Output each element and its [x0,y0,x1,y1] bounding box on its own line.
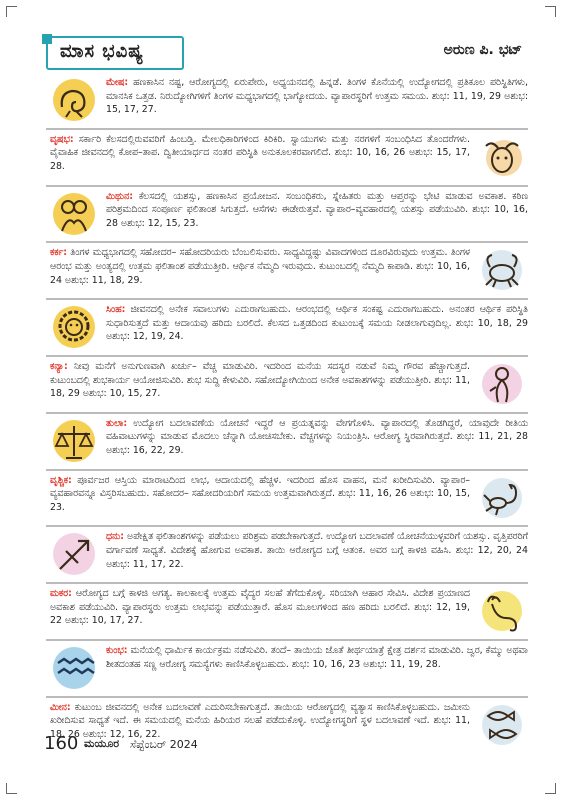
gemini-twins-icon [50,191,98,237]
magazine-name: ಮಯೂರ [84,737,120,750]
prediction-text: ಪೂರ್ವಜರ ಆಸ್ತಿಯ ಮಾರಾಟದಿಂದ ಲಾಭ, ಆದಾಯದಲ್ಲಿ ಹೆಚ್ಚಳ. ಇದರಿಂದ ಹೊಸ ವಾಹನ, ಮನೆ ಖರೀದಿಸುವಿರಿ. ವ್ಯಾಪಾರ–ವ್ಯವಹಾರವನ್ನೂ ವಿಸ್ತರಿಸಬಹುದು. ಸಹೋದರ– ಸಹೋದರಿಯರಿಗೆ ಸಮಯ ಉತ್ತಮವಾಗಿರುತ್ತದೆ. ಶುಭ: 11, 16, 26 ಅಶುಭ: 10, 15, 23. [50,474,470,513]
sign-name: ಕನ್ಯಾ: [50,360,68,372]
section-title: ಮಾಸ ಭವಿಷ್ಯ [60,41,144,62]
horoscope-entry-capricorn [46,584,528,641]
sign-name: ಧನು: [106,531,124,543]
sign-name: ಕರ್ಕ: [50,247,68,259]
prediction-text: ಮನೆಯಲ್ಲಿ ಧಾರ್ಮಿಕ ಕಾರ್ಯಕ್ರಮ ನಡೆಸುವಿರಿ. ತಂದೆ– ತಾಯಿಯ ಜೊತೆ ತೀರ್ಥಯಾತ್ರೆ ಕ್ಷೇತ್ರ ದರ್ಶನ ಮಾಡುವಿರಿ. ಜ್ವರ, ಕೆಮ್ಮು ಅಥವಾ ಶೀತದಂತಹ ಸಣ್ಣ ಆರೋಗ್ಯ ಸಮಸ್ಯೆಗಳು ಕಾಣಿಸಿಕೊಳ್ಳಬಹುದು. ಶುಭ: 10, 16, 23 ಅಶುಭ: 11, 19, 28. [106,644,528,670]
crop-mark-top-left [6,6,17,17]
horoscope-text [50,474,470,515]
scorpio-scorpion-icon [478,475,526,521]
cancer-crab-icon [478,247,526,293]
horoscope-list [46,73,528,755]
horoscope-text [106,303,528,344]
prediction-text: ಅಪೇಕ್ಷಿತ ಫಲಿತಾಂಶಗಳನ್ನು ಪಡೆಯಲು ಪರಿಶ್ರಮ ಪಡಬೇಕಾಗುತ್ತದೆ. ಉದ್ಯೋಗ ಬದಲಾವಣೆ ಯೋಚನೆಯುಳ್ಳವರಿಗೆ ಯಶಸ್ಸು. ವೃತ್ತಿಪರರಿಗೆ ವರ್ಗಾವಣೆ ಸಾಧ್ಯತೆ. ವಿದೇಶಕ್ಕೆ ಹೋಗುವ ಅವಕಾಶ. ತಾಯಿ ಆರೋಗ್ಯದ ಬಗ್ಗೆ ಆತಂಕ. ಅವರ ಬಗ್ಗೆ ಕಾಳಜಿ ವಹಿಸಿ. ಶುಭ: 12, 20, 24 ಅಶುಭ: 11, 17, 22. [106,531,528,570]
aries-ram-icon [50,77,98,123]
horoscope-entry-gemini [46,187,528,244]
horoscope-text [50,701,470,742]
horoscope-text [106,76,528,117]
horoscope-text [106,644,528,671]
prediction-text: ಕುಟುಂಬ ಜೀವನದಲ್ಲಿ ಅನೇಕ ಬದಲಾವಣೆ ಎದುರಿಸಬೇಕಾಗುತ್ತದೆ. ತಾಯಿಯ ಆರೋಗ್ಯದಲ್ಲಿ ವ್ಯತ್ಯಾಸ ಕಾಣಿಸಿಕೊಳ್ಳಬಹುದು. ಜಮೀನು ಖರೀದಿಸುವ ಸಾಧ್ಯತೆ ಇದೆ. ಈ ಸಮಯದಲ್ಲಿ ಮನೆಯ ಹಿರಿಯರ ಸಲಹೆ ಪಡೆದುಕೊಳ್ಳಿ. ಉದ್ಯೋಗಸ್ಥರಿಗೆ ಸ್ಥಳ ಬದಲಾವಣೆ ಇದೆ. ಶುಭ: 11, 18, 26 ಅಶುಭ: 12, 16, 22. [50,701,470,740]
horoscope-entry-virgo [46,357,528,414]
horoscope-entry-aquarius [46,641,528,698]
capricorn-goat-icon [478,588,526,634]
horoscope-text [50,246,470,287]
libra-scales-icon [50,418,98,464]
horoscope-text [50,587,470,628]
horoscope-entry-aries [46,73,528,130]
prediction-text: ಕೆಲಸದಲ್ಲಿ ಯಶಸ್ಸು, ಹಣಕಾಸಿನ ಪ್ರಯೋಜನ. ಸಂಬಂಧಿಕರು, ಸ್ನೇಹಿತರು ಮತ್ತು ಆಪ್ತರನ್ನು ಭೇಟಿ ಮಾಡುವ ಅವಕಾಶ. ಕಠಿಣ ಪರಿಶ್ರಮದಿಂದ ಸಂಪೂರ್ಣ ಫಲಿತಾಂಶ ಸಿಗುತ್ತದೆ. ಆಸೆಗಳು ಈಡೇರುತ್ತವೆ. ವ್ಯಾಪಾರ–ವ್ಯವಹಾರದಲ್ಲಿ ಯಶಸ್ಸು ಪಡೆಯುವಿರಿ. ಶುಭ: 10, 16, 28 ಅಶುಭ: 12, 15, 23. [106,190,528,229]
sign-name: ತುಲಾ: [106,417,128,429]
taurus-bull-icon [478,134,526,180]
pisces-fish-icon [478,702,526,748]
horoscope-text [106,530,528,571]
prediction-text: ತಿಂಗಳ ಮಧ್ಯಭಾಗದಲ್ಲಿ ಸಹೋದರ– ಸಹೋದರಿಯರು ಬೆಂಬಲಿಸುವರು. ಸಾಧ್ಯವಿದ್ದಷ್ಟು ವಿವಾದಗಳಿಂದ ದೂರವಿರುವುದು ಉತ್ತಮ. ತಿಂಗಳ ಆರಂಭ ಮತ್ತು ಅಂತ್ಯದಲ್ಲಿ ಉತ್ತಮ ಫಲಿತಾಂಶ ಪಡೆಯುತ್ತೀರಿ. ಆರ್ಥಿಕ ನೆಮ್ಮದಿ ಇರುವುದು. ಕುಟುಂಬದಲ್ಲಿ ನೆಮ್ಮದಿ ಕಾಪಾಡಿ. ಶುಭ: 10, 16, 24 ಅಶುಭ: 11, 18, 29. [50,247,470,286]
prediction-text: ಸರ್ಕಾರಿ ಕೆಲಸದಲ್ಲಿರುವವರಿಗೆ ಹಿಂಬಡ್ತಿ. ಮೇಲಧಿಕಾರಿಗಳಿಂದ ಕಿರಿಕಿರಿ. ಸ್ವಾಯುಗಳು ಮತ್ತು ನರಗಳಿಗೆ ಸಂಬಂಧಿಸಿದ ತೊಂದರೆಗಳು. ವೈವಾಹಿಕ ಜೀವನದಲ್ಲಿ ಕೋಪ–ತಾಪ. ದ್ವಿತೀಯಾರ್ಧದ ನಂತರ ಪರಿಸ್ಥಿತಿ ಅನುಕೂಲಕರವಾಗಲಿದೆ. ಶುಭ: 10, 16, 26 ಅಶುಭ: 15, 17, 28. [50,133,470,172]
leo-lion-icon [50,304,98,350]
horoscope-entry-cancer [46,243,528,300]
author-name: ಅರುಣ ಪಿ. ಭಟ್ [443,42,522,58]
horoscope-text [106,417,528,458]
page-number: 160 [44,733,79,754]
horoscope-entry-libra [46,414,528,471]
sign-name: ವೃಶ್ಚಿಕ: [50,474,72,486]
sign-name: ಮಕರ: [50,588,72,600]
prediction-text: ನೀವು ಮನೆಗೆ ಅನುಗುಣವಾಗಿ ಖರ್ಚು– ವೆಚ್ಚ ಮಾಡುವಿರಿ. ಇದರಿಂದ ಮನೆಯ ಸದಸ್ಯರ ನಡುವೆ ನಿಮ್ಮ ಗೌರವ ಹೆಚ್ಚಾಗುತ್ತದೆ. ಕುಟುಂಬದಲ್ಲಿ ಶುಭಕಾರ್ಯ ಆಯೋಜಿಸುವಿರಿ. ಶುಭ ಸುದ್ದಿ ಕೇಳುವಿರಿ. ಸಹೋದ್ಯೋಗಿಯಿಂದ ಅನೇಕ ಅವಕಾಶಗಳನ್ನು ಪಡೆಯುತ್ತೀರಿ. ಶುಭ: 11, 18, 29 ಅಶುಭ: 10, 15, 27. [50,360,470,400]
sign-name: ಸಿಂಹ: [106,304,126,316]
aquarius-water-bearer-icon [50,645,98,691]
prediction-text: ಆರೋಗ್ಯದ ಬಗ್ಗೆ ಕಾಳಜಿ ಅಗತ್ಯ. ಕಾಲಕಾಲಕ್ಕೆ ಉತ್ತಮ ವೈದ್ಯರ ಸಲಹೆ ತೆಗೆದುಕೊಳ್ಳಿ. ಸರಿಯಾಗಿ ಆಹಾರ ಸೇವಿಸಿ. ವಿದೇಶ ಪ್ರಯಾಣದ ಅವಕಾಶ ಪಡೆಯುವಿರಿ. ವ್ಯಾಪಾರಸ್ಥರು ಉತ್ತಮ ಲಾಭವನ್ನು ಪಡೆಯುತ್ತಾರೆ. ಹೊಸ ಮೂಲಗಳಿಂದ ಹಣ ಹರಿದು ಬರಲಿದೆ. ಶುಭ: 12, 19, 22 ಅಶುಭ: 10, 17, 27. [50,588,470,627]
sign-name: ಮಿಥುನ: [106,190,133,202]
section-title-box [46,36,184,70]
virgo-maiden-icon [478,361,526,407]
crop-mark-top-right [545,6,556,17]
horoscope-text [106,190,528,231]
horoscope-entry-taurus [46,130,528,187]
prediction-text: ಜೀವನದಲ್ಲಿ ಅನೇಕ ಸವಾಲುಗಳು ಎದುರಾಗಬಹುದು. ಆರಂಭದಲ್ಲಿ ಆರ್ಥಿಕ ಸಂಕಷ್ಟ ಎದುರಾಗಬಹುದು. ಅನಂತರ ಆರ್ಥಿಕ ಪರಿಸ್ಥಿತಿ ಸುಧಾರಿಸುತ್ತದೆ ಮತ್ತು ಆದಾಯವು ಹರಿದು ಬರಲಿದೆ. ಕೆಲಸದ ಒತ್ತಡದಿಂದ ಕುಟುಂಬಕ್ಕೆ ಸಮಯ ನೀಡಲಾಗುವುದಿಲ್ಲ. ಶುಭ: 10, 18, 29 ಅಶುಭ: 12, 19, 24. [106,304,528,343]
horoscope-entry-sagittarius [46,527,528,584]
horoscope-text [50,360,470,401]
prediction-text: ಹಣಕಾಸಿನ ನಷ್ಟ, ಆರೋಗ್ಯದಲ್ಲಿ ಏರುಪೇರು, ಅಧ್ಯಯನದಲ್ಲಿ ಹಿನ್ನಡೆ. ತಿಂಗಳ ಕೊನೆಯಲ್ಲಿ ಉದ್ಯೋಗದಲ್ಲಿ ಪ್ರತಿಕೂಲ ಪರಿಸ್ಥಿತಿಗಳು, ಮಾನಸಿಕ ಒತ್ತಡ. ನಿರುದ್ಯೋಗಿಗಳಿಗೆ ತಿಂಗಳ ಮಧ್ಯಭಾಗದಲ್ಲಿ ಭಾಗ್ಯೋದಯ. ವ್ಯಾಪಾರಸ್ಥರಿಗೆ ಉತ್ತಮ ಸಮಯ. ಶುಭ: 11, 19, 29 ಅಶುಭ: 15, 17, 27. [106,77,528,116]
horoscope-entry-scorpio [46,471,528,528]
issue-date: ಸೆಪ್ಟೆಂಬರ್ 2024 [130,738,198,751]
crop-mark-bottom-right [545,783,556,794]
horoscope-text [50,133,470,174]
sign-name: ಮೇಷ: [106,77,129,88]
prediction-text: ಉದ್ಯೋಗ ಬದಲಾವಣೆಯ ಯೋಚನೆ ಇದ್ದರೆ ಆ ಪ್ರಯತ್ನವನ್ನು ವೇಗಗೊಳಿಸಿ. ವ್ಯಾಪಾರದಲ್ಲಿ ತೊಡಗಿದ್ದರೆ, ಯಾವುದೇ ರೀತಿಯ ವಹಿವಾಟುಗಳನ್ನು ಮಾಡುವ ಮೊದಲು ಚೆನ್ನಾಗಿ ಯೋಚಿಸಬೇಕು. ವೆಚ್ಚಗಳನ್ನು ನಿಯಂತ್ರಿಸಿ. ಆರೋಗ್ಯ ಸ್ಥಿರವಾಗಿರುತ್ತದೆ. ಶುಭ: 11, 21, 28 ಅಶುಭ: 16, 22, 29. [106,417,528,456]
sign-name: ಕುಂಭ: [106,644,128,656]
horoscope-entry-leo [46,300,528,357]
sagittarius-archer-icon [50,531,98,577]
sign-name: ಮೀನ: [50,701,71,713]
sign-name: ವೃಷಭ: [50,133,74,145]
crop-mark-bottom-left [6,783,17,794]
page-header [46,36,522,68]
